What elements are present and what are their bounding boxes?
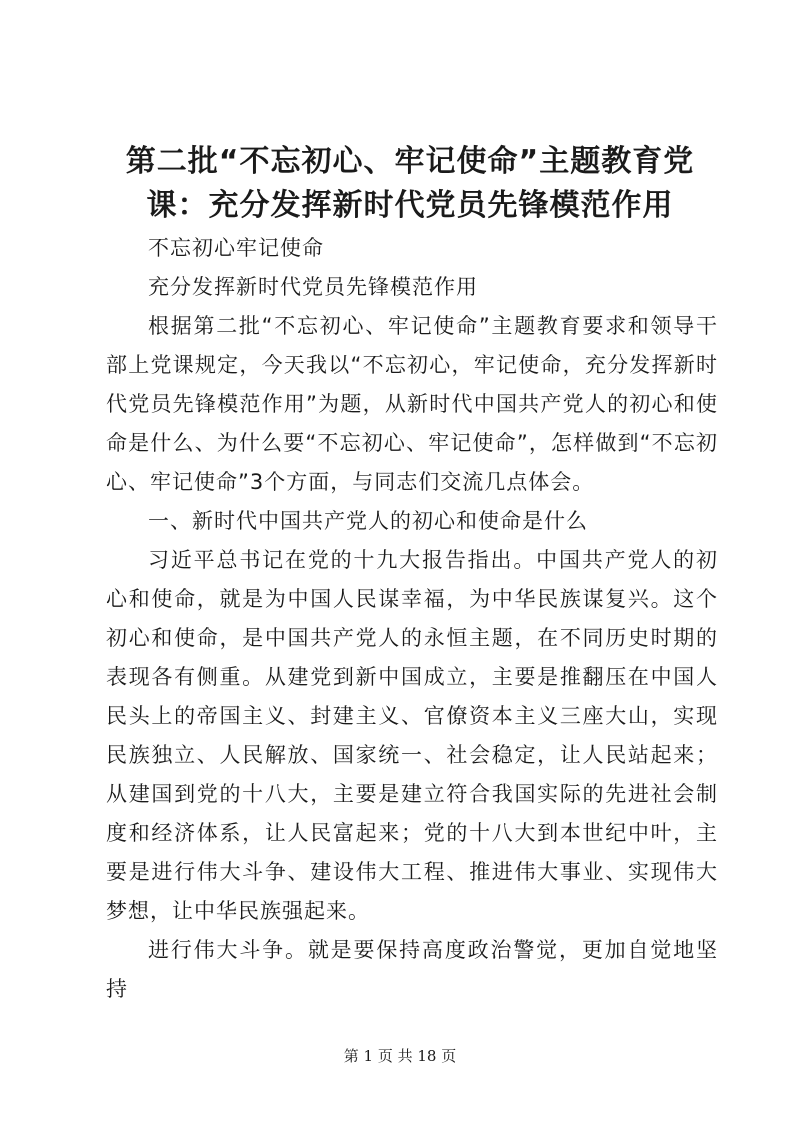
- title-line-1: 第二批“不忘初心、牢记使命”主题教育党: [125, 144, 695, 179]
- paragraph-body-2: 进行伟大斗争。就是要保持高度政治警觉，更加自觉地坚持: [106, 938, 718, 1001]
- title-line-2: 课：充分发挥新时代党员先锋模范作用: [146, 188, 674, 223]
- paragraph-body-1: 习近平总书记在党的十九大报告指出。中国共产党人的初心和使命，就是为中国人民谋幸福，为中华民族谋复兴。这个初心和使命，是中国共产党人的永恒主题，在不同历史时期的表现各有侧重。从建党到新中国成立，主要是推翻压在中国人民头上的帝国主义、封建主义、官僚资本主义三座大山，实现民族独立、人民解放、国家统一、社会稳定，让人民站起来；从建国到党的十八大，主要是建立符合我国实际的先进社会制度和经济体系，让人民富起来；党的十八大到本世纪中叶，主要是进行伟大斗争、建设伟大工程、推进伟大事业、实现伟大梦想，让中华民族强起来。: [106, 548, 718, 923]
- page-footer: 第 1 页 共 18 页: [343, 1047, 457, 1065]
- document-body: [106, 229, 718, 1009]
- paragraph-intro: 根据第二批“不忘初心、牢记使命”主题教育要求和领导干部上党课规定，今天我以“不忘初心，牢记使命，充分发挥新时代党员先锋模范作用”为题，从新时代中国共产党人的初心和使命是什么、为什么要“不忘初心、牢记使命”，怎样做到“不忘初心、牢记使命”3个方面，与同志们交流几点体会。: [106, 314, 718, 494]
- section-heading-1: 一、新时代中国共产党人的初心和使命是什么: [148, 509, 588, 533]
- paragraph-subtitle-1: 不忘初心牢记使命: [148, 236, 324, 260]
- document-title: [100, 140, 720, 228]
- paragraph-subtitle-2: 充分发挥新时代党员先锋模范作用: [148, 275, 478, 299]
